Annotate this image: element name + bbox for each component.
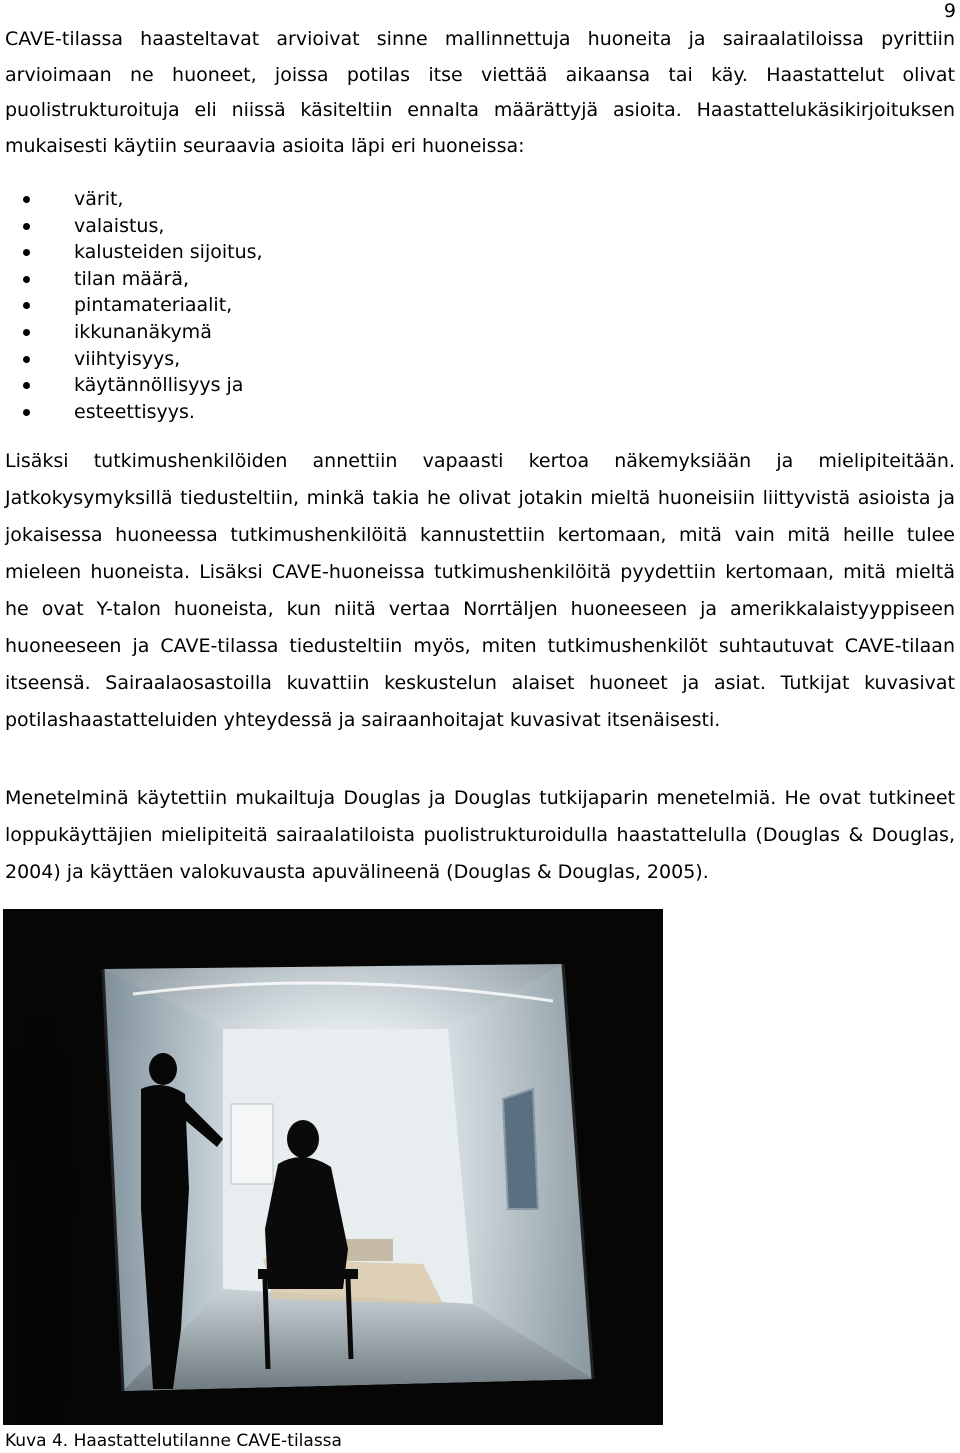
list-item: viihtyisyys, (0, 346, 263, 373)
cave-photo-illustration (3, 909, 663, 1425)
list-item: käytännöllisyys ja (0, 372, 263, 399)
list-item: värit, (0, 186, 263, 213)
figure-caption: Kuva 4. Haastattelutilanne CAVE-tilassa (5, 1431, 342, 1451)
intro-paragraph: CAVE-tilassa haasteltavat arvioivat sinne mallinnettuja huoneita ja sairaalatiloissa pyrittiin arvioimaan ne huoneet, joissa potilas itse viettää aikaansa tai käy. Haastattelut olivat puolistrukturoituja eli niissä käsiteltiin ennalta määrättyjä asioita. Haastattelukäsikirjoituksen mukaisesti käytiin seuraavia asioita läpi eri huoneissa: (5, 28, 955, 157)
methods-paragraph: Menetelminä käytettiin mukailtuja Douglas ja Douglas tutkijaparin menetelmiä. He ovat tutkineet loppukäyttäjien mielipiteitä sairaalatiloista puolistrukturoidulla haastattelulla (Douglas & Douglas, 2004) ja käyttäen valokuvausta apuvälineenä (Douglas & Douglas, 2005). (5, 787, 955, 883)
list-item: esteettisyys. (0, 399, 263, 426)
list-item: valaistus, (0, 213, 263, 240)
list-item: pintamateriaalit, (0, 292, 263, 319)
list-item: kalusteiden sijoitus, (0, 239, 263, 266)
cave-photo (3, 909, 663, 1425)
list-item: ikkunanäkymä (0, 319, 263, 346)
body-paragraph: Lisäksi tutkimushenkilöiden annettiin vapaasti kertoa näkemyksiään ja mielipiteitään. Jatkokysymyksillä tiedusteltiin, minkä takia he olivat jotakin mieltä huoneisiin liittyvistä asioista ja jokaisessa huoneessa tutkimushenkilöitä kannustettiin kertomaan, mitä vain mitä heille tulee mieleen huoneista. Lisäksi CAVE-huoneissa tutkimushenkilöitä pyydettiin kertomaan, mitä mieltä he ovat Y-talon huoneista, kun niitä vertaa Norrtäljen huoneeseen ja amerikkalaistyyppiseen huoneeseen ja CAVE-tilassa tiedusteltiin myös, miten tutkimushenkilöt suhtautuvat CAVE-tilaan itseensä. Sairaalaosastoilla kuvattiin keskustelun alaiset huoneet ja asiat. Tutkijat kuvasivat potilashaastatteluiden yhteydessä ja sairaanhoitajat kuvasivat itsenäisesti. (5, 450, 955, 731)
list-item: tilan määrä, (0, 266, 263, 293)
page-number: 9 (943, 0, 956, 22)
topic-list (0, 186, 263, 425)
